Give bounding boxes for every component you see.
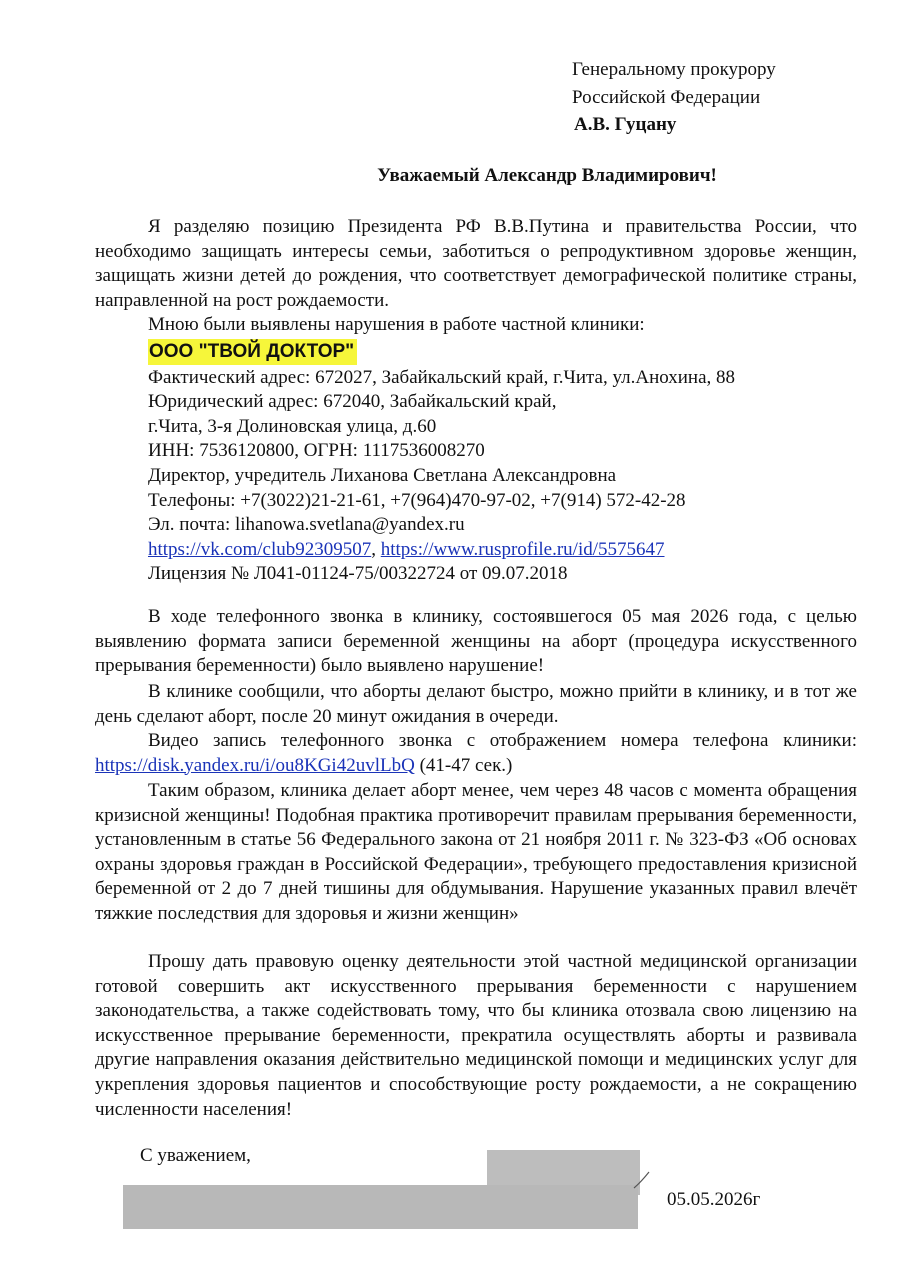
- clinic-name-highlight: ООО "ТВОЙ ДОКТОР": [148, 339, 357, 365]
- paragraph-request: Прошу дать правовую оценку деятельности этой частной медицинской организации готовой совершить акт искусственного прерывания беременности с нарушением законодательства, а также содействовать тому, что бы клиника отозвала свою лицензию на искусственное прерывание беременности, прекратила осуществлять аборты и развивала другие направления оказания действительно медицинской помощи и медицинских услуг для укрепления здоровья пациентов и способствующие росту рождаемости, а не сокращению численности населения!: [95, 951, 857, 1120]
- clinic-ids: ИНН: 7536120800, ОГРН: 1117536008270: [148, 440, 485, 462]
- paragraph-video: [95, 729, 857, 778]
- addressee-name: А.В. Гуцану: [574, 114, 677, 135]
- salutation-text: Уважаемый Александр Владимирович!: [377, 165, 717, 186]
- clinic-actual-address: Фактический адрес: 672027, Забайкальский край, г.Чита, ул.Анохина, 88: [148, 366, 736, 388]
- closing: С уважением,: [140, 1145, 251, 1166]
- clinic-legal-address-2: г.Чита, 3-я Долиновская улица, д.60: [148, 415, 437, 437]
- yandex-disk-link[interactable]: https://disk.yandex.ru/i/ou8KGi42uvlLbQ: [95, 754, 415, 776]
- video-text-after: (41-47 сек.): [414, 754, 513, 776]
- vk-link[interactable]: https://vk.com/club92309507: [148, 538, 372, 560]
- addressee-block: [572, 56, 776, 139]
- paragraph-violation: Таким образом, клиника делает аборт менее, чем через 48 часов с момента обращения кризисной женщины! Подобная практика противоречит правилам прерывания беременности, установленным в статье 56 Федерального закона от 21 ноября 2011 г. № 323-ФЗ «Об основах охраны здоровья граждан в Российской Федерации», требующего предоставления кризисной беременной от 2 до 7 дней тишины для обдумывания. Нарушение указанных правил влечёт тяжкие последствия для здоровья и жизни женщин»: [95, 780, 857, 924]
- video-text-before: Видео запись телефонного звонка с отображением номера телефона клиники:: [148, 730, 857, 751]
- clinic-legal-address-1: Юридический адрес: 672040, Забайкальский край,: [148, 391, 557, 413]
- clinic-phones: Телефоны: +7(3022)21-21-61, +7(964)470-97-02, +7(914) 572-42-28: [148, 489, 686, 511]
- paragraph-call: В ходе телефонного звонка в клинику, состоявшегося 05 мая 2026 года, с целью выявлению формата записи беременной женщины на аборт (процедура искусственного прерывания беременности) было выявлено нарушение!: [95, 606, 857, 677]
- letter-date: 05.05.2026г: [667, 1189, 761, 1210]
- addressee-line-1: Генеральному прокурору: [572, 59, 776, 80]
- salutation: [0, 165, 905, 187]
- clinic-intro: Мною были выявлены нарушения в работе частной клиники:: [148, 314, 645, 335]
- paragraph-intro: Я разделяю позицию Президента РФ В.В.Путина и правительства России, что необходимо защищать интересы семьи, заботиться о репродуктивном здоровье женщин, защищать жизни детей до рождения, что соответствует демографической политике страны, направленной на рост рождаемости.: [95, 216, 857, 311]
- link-separator: ,: [371, 538, 381, 560]
- clinic-details: [148, 313, 848, 587]
- addressee-line-2: Российской Федерации: [572, 86, 761, 108]
- clinic-email: Эл. почта: lihanowa.svetlana@yandex.ru: [148, 514, 465, 536]
- paragraph-clinic-reply: В клинике сообщили, что аборты делают быстро, можно прийти в клинику, и в тот же день сделают аборт, после 20 минут ожидания в очереди.: [95, 681, 857, 727]
- signature-stroke-icon: [632, 1168, 652, 1192]
- clinic-links: [148, 538, 848, 563]
- redaction-box-name: [123, 1185, 638, 1229]
- rusprofile-link[interactable]: https://www.rusprofile.ru/id/5575647: [380, 538, 665, 560]
- clinic-director: Директор, учредитель Лиханова Светлана Александровна: [148, 464, 617, 486]
- clinic-license: Лицензия № Л041-01124-75/00322724 от 09.07.2018: [148, 563, 568, 585]
